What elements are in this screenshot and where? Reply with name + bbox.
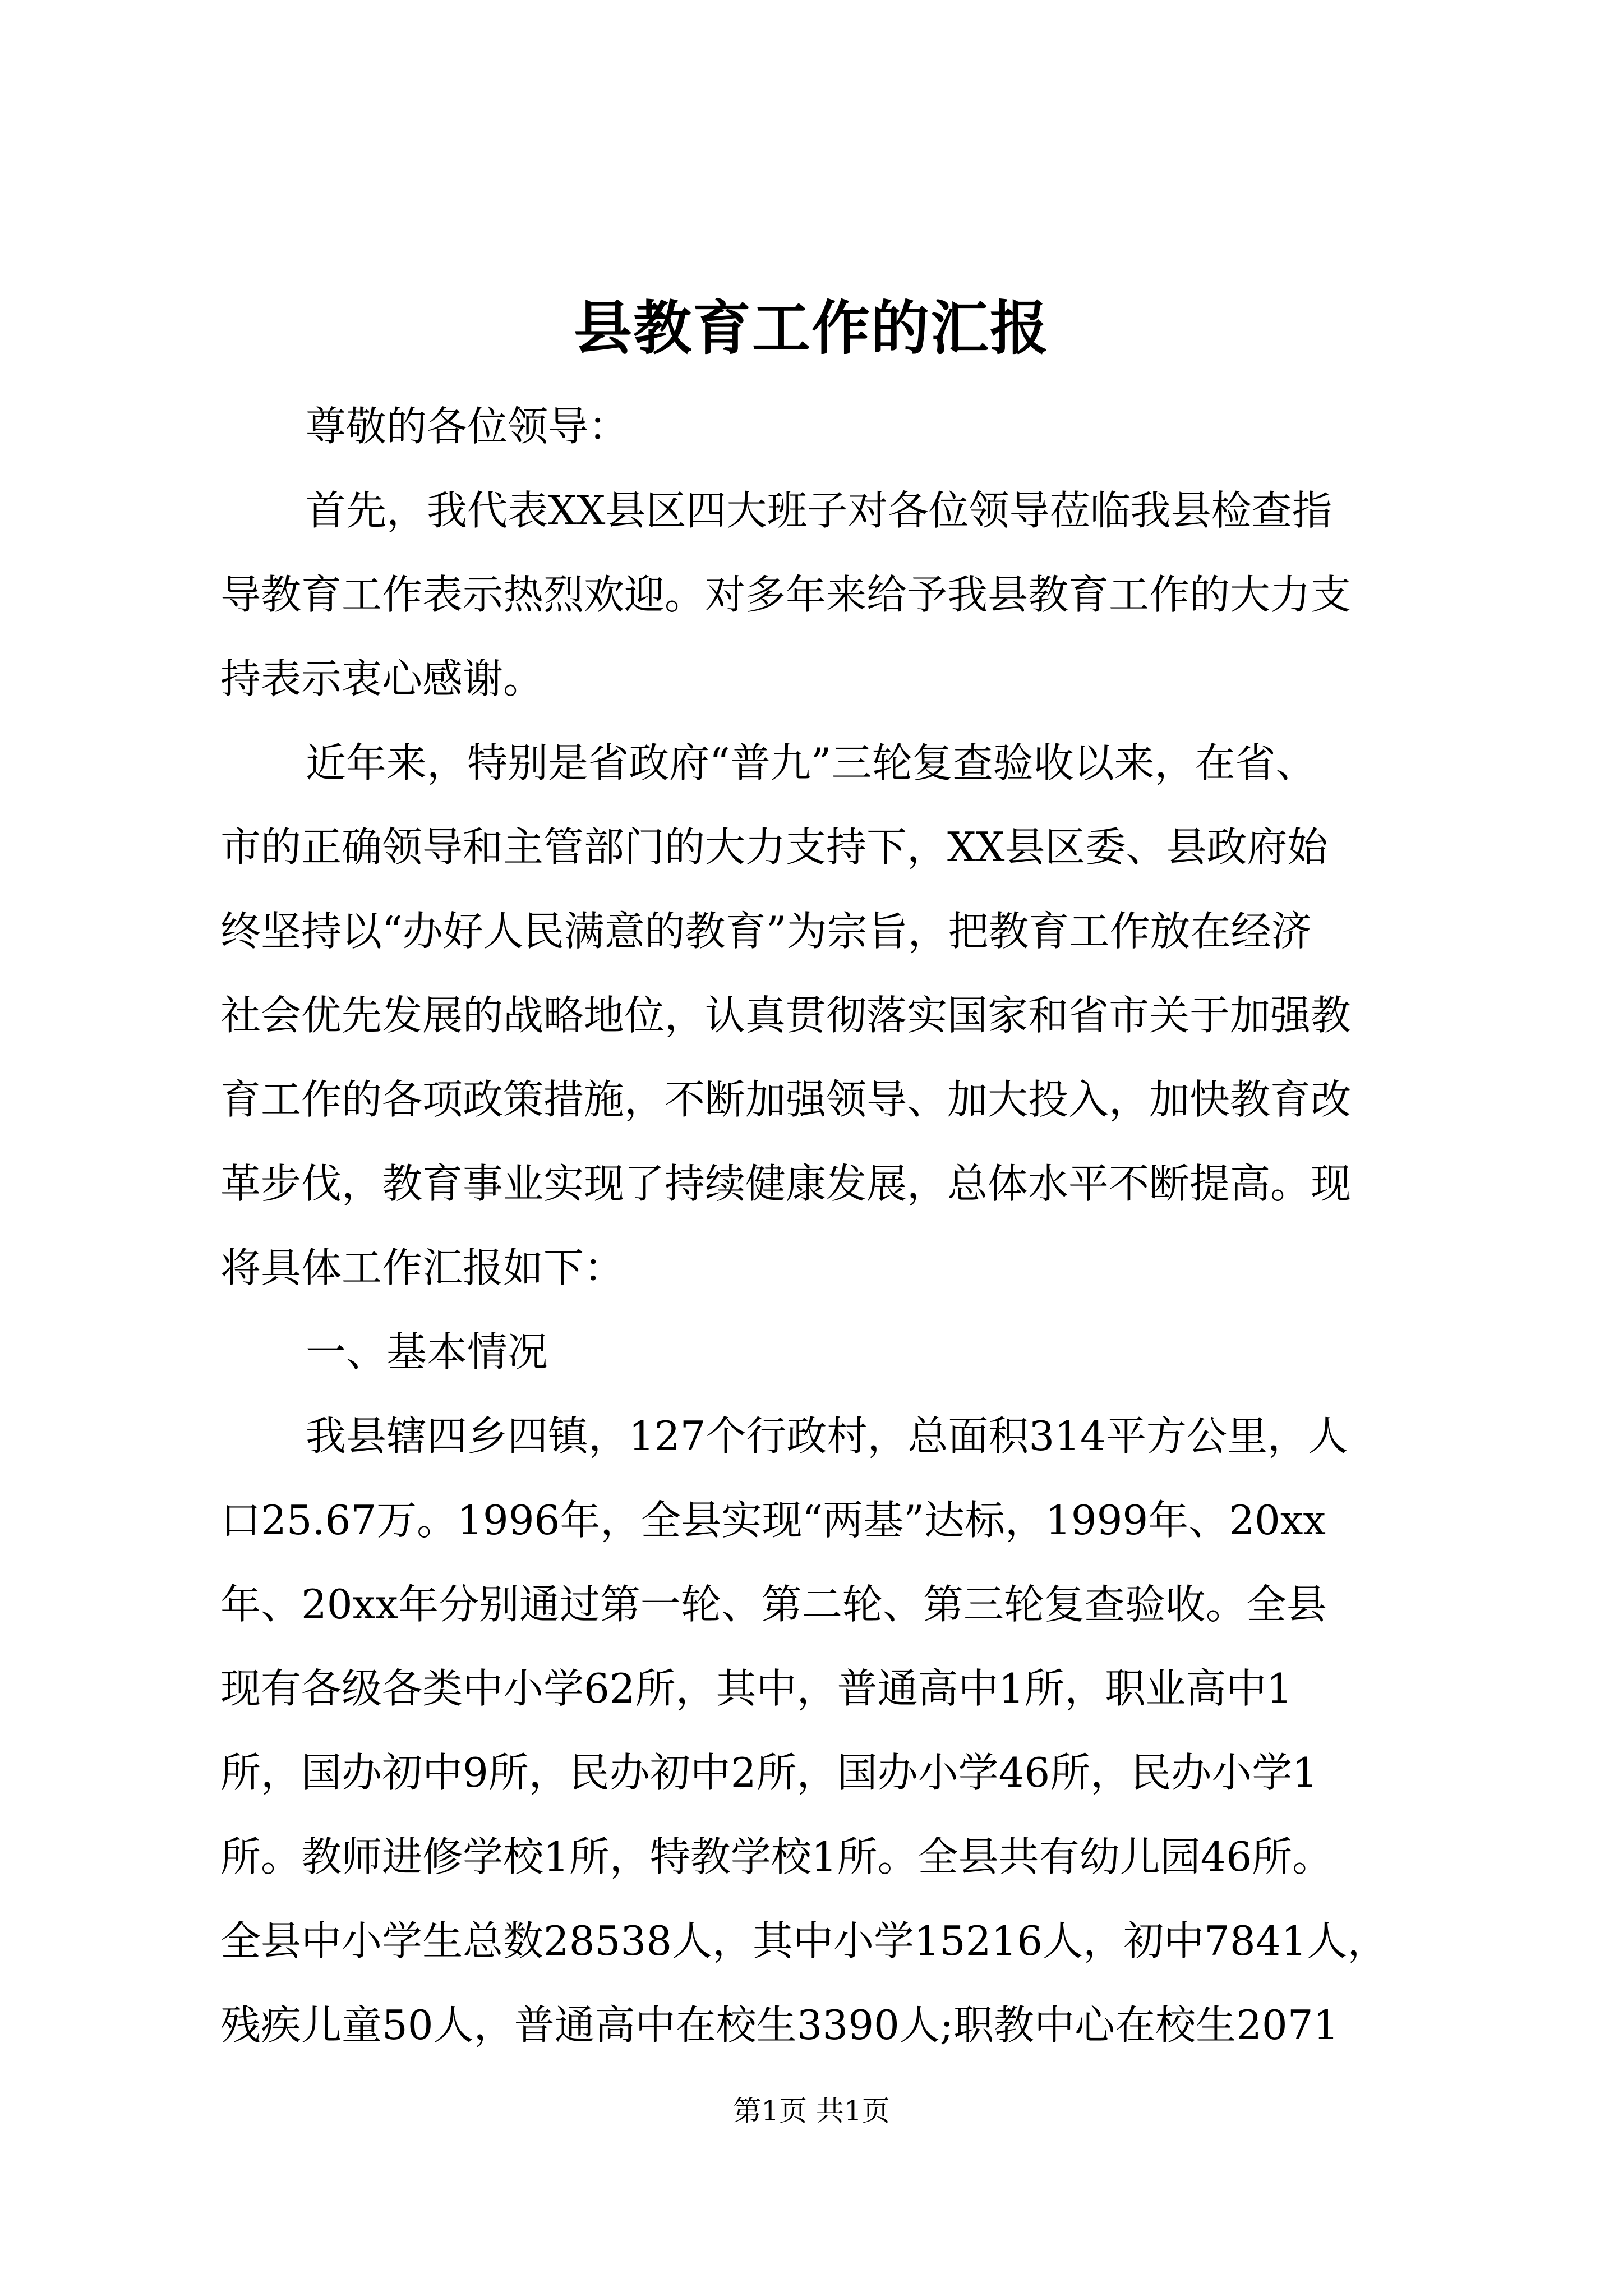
text-line: 口25.67万。1996年，全县实现“两基”达标，1999年、20xx xyxy=(220,1497,1326,1544)
text-line: 残疾儿童50人，普通高中在校生3390人;职教中心在校生2071 xyxy=(220,2001,1339,2049)
text-line: 近年来，特别是省政府“普九”三轮复查验收以来，在省、 xyxy=(306,739,1316,786)
paragraph-welcome xyxy=(220,468,1412,721)
text-line: 终坚持以“办好人民满意的教育”为宗旨，把教育工作放在经济 xyxy=(220,908,1312,955)
text-line: 市的正确领导和主管部门的大力支持下，XX县区委、县政府始 xyxy=(220,823,1328,871)
paragraph-overview xyxy=(220,721,1412,1310)
text-line: 一、基本情况 xyxy=(306,1328,548,1375)
page-title: 县教育工作的汇报 xyxy=(573,293,1049,362)
section-heading xyxy=(220,1310,1412,1394)
text-line: 革步伐，教育事业实现了持续健康发展，总体水平不断提高。现 xyxy=(220,1160,1352,1207)
text-line: 育工作的各项政策措施，不断加强领导、加大投入，加快教育改 xyxy=(220,1076,1352,1123)
page-footer: 第1页 共1页 xyxy=(733,2095,890,2127)
text-line: 首先，我代表XX县区四大班子对各位领导莅临我县检查指 xyxy=(306,487,1332,534)
text-line: 全县中小学生总数28538人，其中小学15216人，初中7841人， xyxy=(220,1917,1388,1964)
paragraph-basic-situation xyxy=(220,1394,1412,2067)
text-line: 社会优先发展的战略地位，认真贯彻落实国家和省市关于加强教 xyxy=(220,992,1352,1039)
text-line: 将具体工作汇报如下： xyxy=(220,1244,625,1291)
text-line: 年、20xx年分别通过第一轮、第二轮、第三轮复查验收。全县 xyxy=(220,1581,1327,1628)
document-body xyxy=(220,384,1412,2067)
text-line: 导教育工作表示热烈欢迎。对多年来给予我县教育工作的大力支 xyxy=(220,571,1352,618)
text-line: 现有各级各类中小学62所，其中，普通高中1所，职业高中1 xyxy=(220,1665,1293,1712)
paragraph-salutation xyxy=(220,384,1412,468)
text-line: 所，国办初中9所，民办初中2所，国办小学46所，民办小学1 xyxy=(220,1749,1318,1796)
text-line: 所。教师进修学校1所，特教学校1所。全县共有幼儿园46所。 xyxy=(220,1833,1333,1880)
text-line: 尊敬的各位领导： xyxy=(306,403,629,450)
text-line: 持表示衷心感谢。 xyxy=(220,655,544,702)
text-line: 我县辖四乡四镇，127个行政村，总面积314平方公里，人 xyxy=(306,1412,1348,1460)
